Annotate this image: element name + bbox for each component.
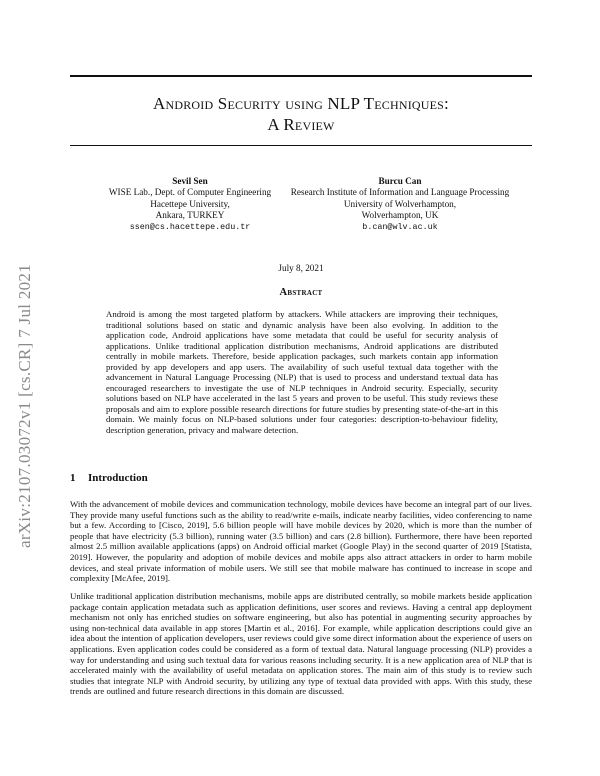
author-affiliation-line: Wolverhampton, UK: [361, 210, 439, 221]
author-email: b.can@wlv.ac.uk: [362, 221, 438, 232]
body-paragraph: Unlike traditional application distribution mechanisms, mobile apps are distributed centrally, so mobile markets beside application package contain application metadata such as application definitions, user scores and reviews. Having a central app deployment mechanism not only has enriched studies on software engineering, but also has potential in augmenting security approaches by using non-technical data available in app stores [Martin et al., 2016]. For example, while application descriptions could give an idea about the intention of application developers, user reviews could give some direct information about the experience of users on applications. Even application codes could be considered as a form of textual data. Natural language processing (NLP) provides a way for understanding and using such textual data for various reasons including security. It is a new application area of NLP that is accelerated mainly with the availability of useful metadata on application stores. The main aim of this study is to review such studies that integrate NLP with Android security, by utilizing any type of textual data provided with apps. With this study, these trends are outlined and future research directions in this domain are discussed.: [70, 591, 532, 697]
body-paragraph: With the advancement of mobile devices and communication technology, mobile devices have become an integral part of our lives. They provide many useful functions such as the ability to read/write e-mails, indicate nearby facilities, video conferencing to name but a few. According to [Cisco, 2019], 5.6 billion people will have mobile devices by 2020, which is more than the number of people that have electricity (5.3 billion), running water (3.5 billion) and cars (2.8 billion). Furthermore, there have been reported almost 2.5 million available applications (apps) on Android official market (Google Play) in the second quarter of 2019 [Statista, 2019]. However, the popularity and adoption of mobile devices and mobile apps also attract attackers in order to harm mobile devices, and steal private information of mobile users. We still see that mobile malware has continued to increase in scope and complexity [McAfee, 2019].: [70, 499, 532, 584]
publication-date: July 8, 2021: [278, 263, 324, 273]
section-heading-introduction: [70, 472, 148, 484]
section-number: 1: [70, 472, 76, 484]
paper-title-line-2: A Review: [267, 115, 335, 134]
author-affiliation-line: Research Institute of Information and Language Processing: [290, 187, 510, 198]
author-name: Sevil Sen: [172, 176, 208, 186]
author-name: Burcu Can: [378, 176, 422, 186]
author-affiliation-line: Ankara, TURKEY: [155, 210, 225, 221]
author-email: ssen@cs.hacettepe.edu.tr: [129, 221, 251, 232]
paper-title-line-1: Android Security using NLP Techniques:: [153, 94, 449, 113]
paper-title: [70, 93, 532, 135]
arxiv-identifier-stamp: [4, 0, 40, 776]
author-block-2: [270, 176, 530, 233]
author-affiliation-line: Hacettepe University,: [150, 198, 230, 209]
arxiv-stamp-text: arXiv:2107.03072v1 [cs.CR] 7 Jul 2021: [15, 263, 34, 548]
author-block-1: [90, 176, 290, 233]
abstract-text: Android is among the most targeted platform by attackers. While attackers are improving their techniques, traditional solutions based on static and dynamic analysis have been also evolving. In addition to the application code, Android applications have some metadata that could be useful for security analysis of applications. Unlike traditional application distribution mechanisms, Android applications are distributed centrally in mobile markets. Therefore, beside application packages, such markets contain app information provided by app developers and app users. The availability of such useful textual data together with the advancement in Natural Language Processing (NLP) that is used to process and understand textual data has encouraged researchers to investigate the use of NLP techniques in Android security. Especially, security solutions based on NLP have accelerated in the last 5 years and proven to be useful. This study reviews these proposals and aim to explore possible research directions for future studies by presenting state-of-the-art in this domain. We mainly focus on NLP-based solutions under four categories: description-to-behaviour fidelity, description generation, privacy and malware detection.: [106, 309, 498, 436]
title-rule-bottom: [70, 145, 532, 146]
author-affiliation-line: WISE Lab., Dept. of Computer Engineering: [108, 187, 272, 198]
section-title: Introduction: [88, 472, 148, 484]
author-affiliation-line: University of Wolverhampton,: [343, 198, 457, 209]
abstract-heading: Abstract: [279, 287, 323, 298]
title-rule-top: [70, 75, 532, 77]
